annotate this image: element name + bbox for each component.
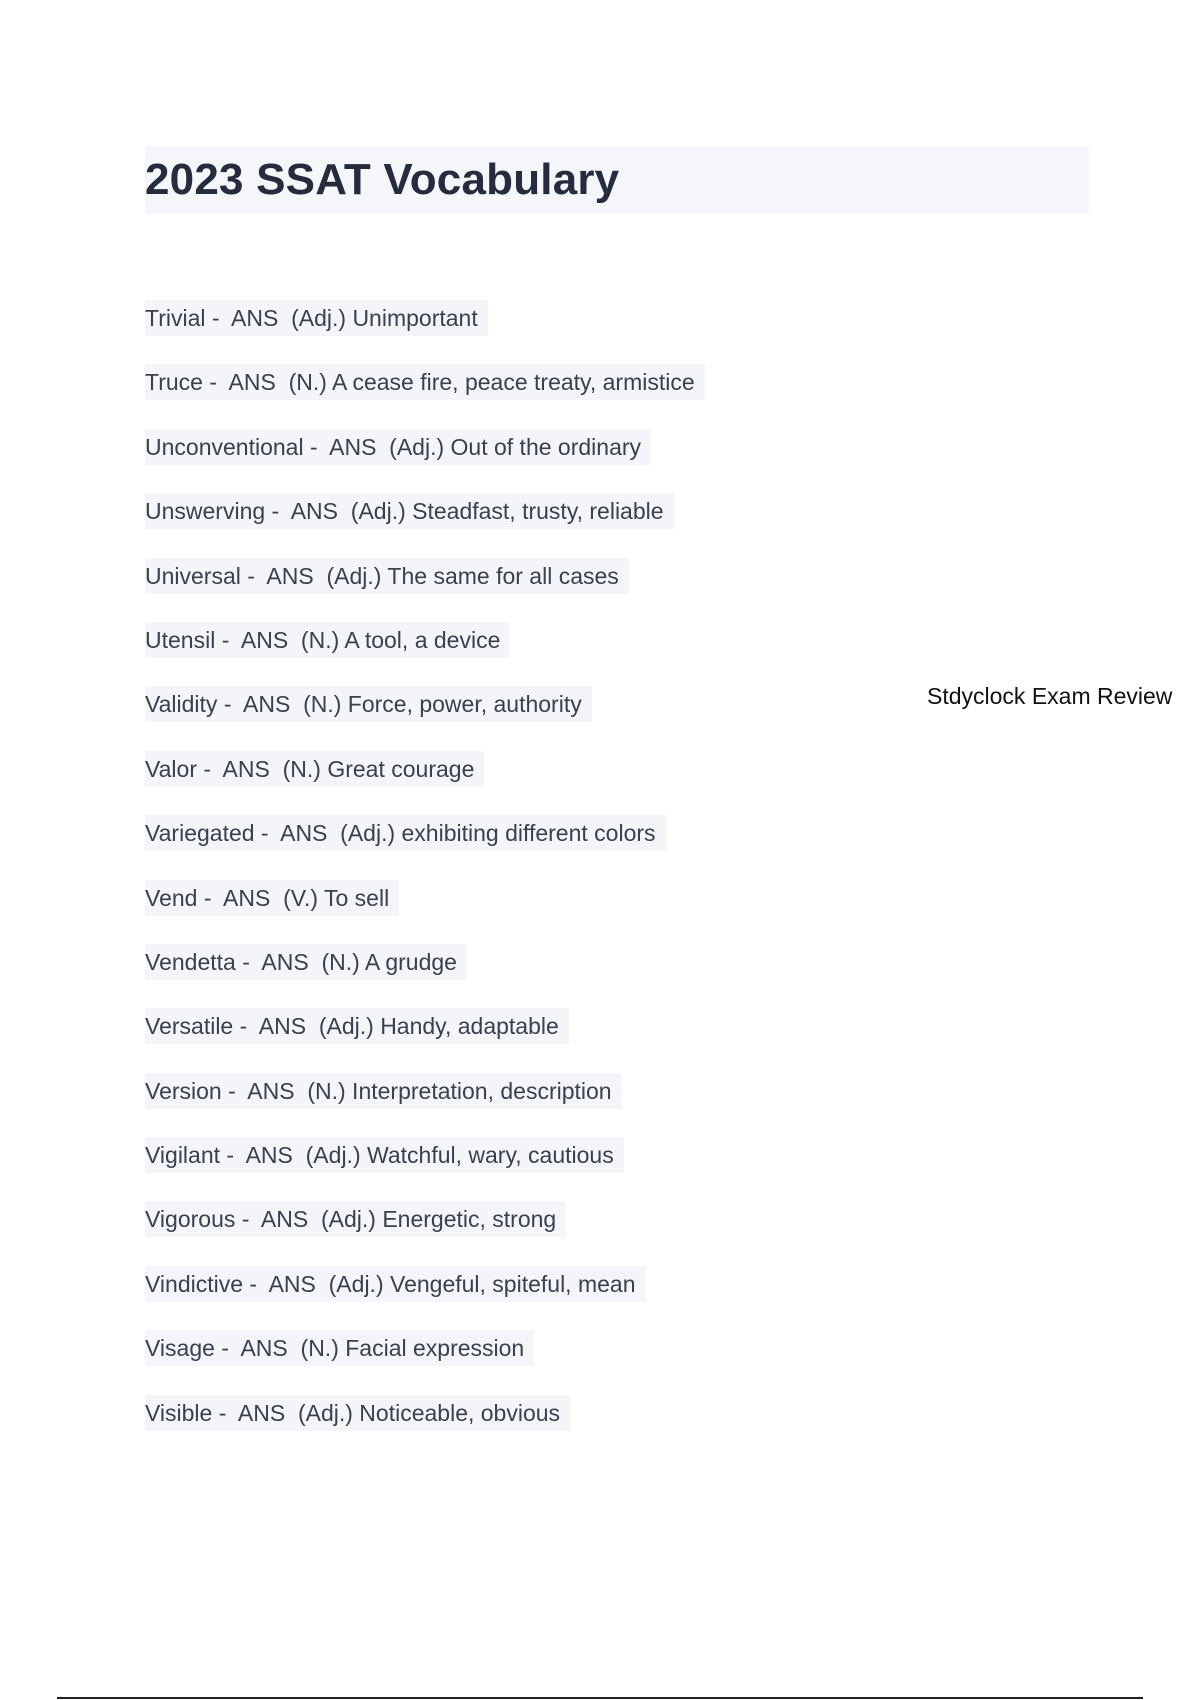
vocabulary-entry <box>145 493 705 557</box>
entry-text: Vigilant - ANS (Adj.) Watchful, wary, cautious <box>145 1137 624 1173</box>
entry-text: Vend - ANS (V.) To sell <box>145 880 399 916</box>
entry-text: Valor - ANS (N.) Great courage <box>145 751 484 787</box>
entry-text: Universal - ANS (Adj.) The same for all cases <box>145 558 629 594</box>
entry-text: Visage - ANS (N.) Facial expression <box>145 1330 534 1366</box>
entry-text: Unswerving - ANS (Adj.) Steadfast, trusty, reliable <box>145 493 674 529</box>
vocabulary-entry <box>145 944 705 1008</box>
entry-text: Variegated - ANS (Adj.) exhibiting different colors <box>145 815 666 851</box>
vocabulary-entry <box>145 880 705 944</box>
vocabulary-entry <box>145 1266 705 1330</box>
vocabulary-entry <box>145 364 705 428</box>
vocabulary-list <box>145 300 705 1459</box>
entry-text: Unconventional - ANS (Adj.) Out of the ordinary <box>145 429 651 465</box>
entry-text: Validity - ANS (N.) Force, power, authority <box>145 686 592 722</box>
footer-divider <box>57 1697 1143 1699</box>
vocabulary-entry <box>145 622 705 686</box>
entry-text: Version - ANS (N.) Interpretation, description <box>145 1073 622 1109</box>
vocabulary-entry <box>145 1395 705 1459</box>
entry-text: Truce - ANS (N.) A cease fire, peace treaty, armistice <box>145 364 705 400</box>
entry-text: Utensil - ANS (N.) A tool, a device <box>145 622 510 658</box>
vocabulary-entry <box>145 815 705 879</box>
vocabulary-entry <box>145 558 705 622</box>
vocabulary-entry <box>145 751 705 815</box>
document-title: 2023 SSAT Vocabulary <box>145 155 620 204</box>
vocabulary-entry <box>145 1008 705 1072</box>
vocabulary-entry <box>145 1073 705 1137</box>
vocabulary-entry <box>145 1137 705 1201</box>
vocabulary-entry <box>145 686 705 750</box>
entry-text: Vigorous - ANS (Adj.) Energetic, strong <box>145 1201 566 1237</box>
vocabulary-entry <box>145 429 705 493</box>
entry-text: Versatile - ANS (Adj.) Handy, adaptable <box>145 1008 569 1044</box>
vocabulary-entry <box>145 1330 705 1394</box>
entry-text: Visible - ANS (Adj.) Noticeable, obvious <box>145 1395 570 1431</box>
entry-text: Vindictive - ANS (Adj.) Vengeful, spiteful, mean <box>145 1266 646 1302</box>
vocabulary-entry <box>145 300 705 364</box>
vocabulary-entry <box>145 1201 705 1265</box>
entry-text: Trivial - ANS (Adj.) Unimportant <box>145 300 488 336</box>
watermark-text: Stdyclock Exam Review <box>927 683 1173 709</box>
entry-text: Vendetta - ANS (N.) A grudge <box>145 944 467 980</box>
